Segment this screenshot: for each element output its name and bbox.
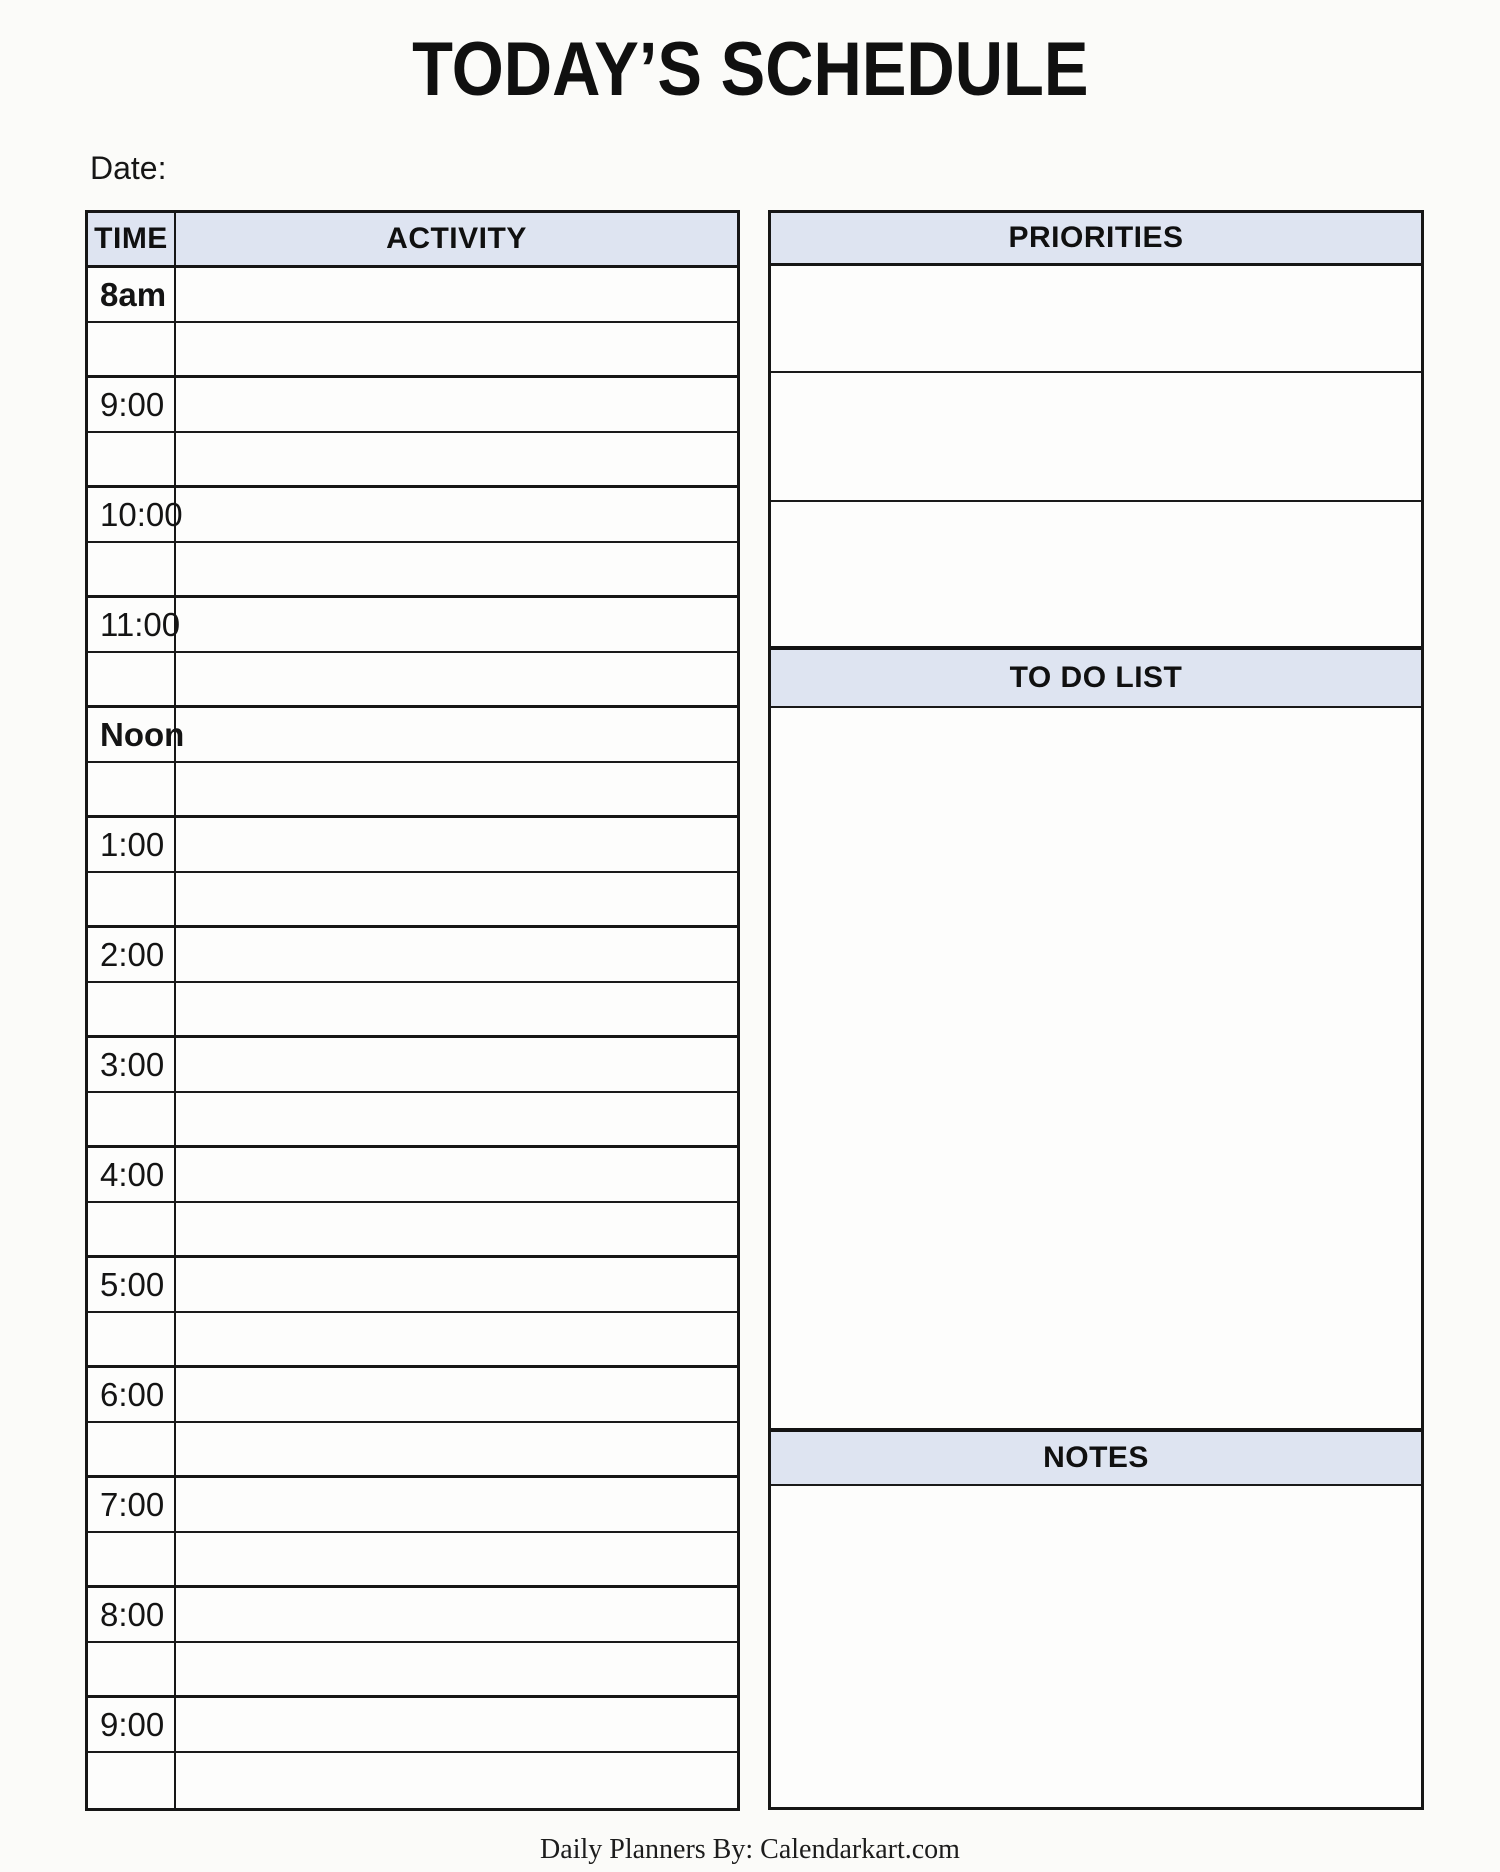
- table-row: [88, 928, 737, 983]
- table-row: [88, 1368, 737, 1423]
- schedule-header-time: TIME: [88, 213, 176, 265]
- table-row: [88, 653, 737, 708]
- activity-cell[interactable]: [176, 378, 737, 431]
- activity-cell[interactable]: [176, 1203, 737, 1255]
- activity-cell[interactable]: [176, 1093, 737, 1145]
- time-cell: 11:00: [88, 598, 176, 651]
- time-cell: 9:00: [88, 378, 176, 431]
- table-row: [88, 1698, 737, 1753]
- time-cell: 5:00: [88, 1258, 176, 1311]
- activity-cell[interactable]: [176, 708, 737, 761]
- table-row: [88, 983, 737, 1038]
- time-cell: 6:00: [88, 1368, 176, 1421]
- activity-cell[interactable]: [176, 1753, 737, 1808]
- table-row: [88, 1148, 737, 1203]
- activity-cell[interactable]: [176, 268, 737, 321]
- time-cell: [88, 433, 176, 485]
- time-cell: [88, 983, 176, 1035]
- date-row: [90, 148, 586, 188]
- time-cell: 4:00: [88, 1148, 176, 1201]
- activity-cell[interactable]: [176, 1478, 737, 1531]
- time-cell: [88, 1753, 176, 1808]
- time-cell: [88, 1203, 176, 1255]
- notes-area[interactable]: [771, 1486, 1421, 1807]
- table-row: [88, 543, 737, 598]
- activity-cell[interactable]: [176, 488, 737, 541]
- table-row: [88, 488, 737, 543]
- page-title-text: TODAY’S SCHEDULE: [411, 27, 1089, 112]
- footer-credit: Daily Planners By: Calendarkart.com: [540, 1834, 960, 1865]
- activity-cell[interactable]: [176, 763, 737, 815]
- priorities-header: PRIORITIES: [771, 213, 1421, 266]
- table-row: [88, 1643, 737, 1698]
- table-row: [88, 598, 737, 653]
- activity-cell[interactable]: [176, 653, 737, 705]
- table-row: [88, 1093, 737, 1148]
- table-row: [88, 323, 737, 378]
- table-row: [88, 708, 737, 763]
- time-cell: [88, 543, 176, 595]
- table-row: [88, 1753, 737, 1808]
- time-cell: [88, 763, 176, 815]
- activity-cell[interactable]: [176, 1313, 737, 1365]
- time-cell: 8:00: [88, 1588, 176, 1641]
- activity-cell[interactable]: [176, 818, 737, 871]
- time-cell: [88, 1533, 176, 1585]
- activity-cell[interactable]: [176, 1698, 737, 1751]
- activity-cell[interactable]: [176, 983, 737, 1035]
- time-cell: [88, 1423, 176, 1475]
- time-cell: [88, 873, 176, 925]
- date-field[interactable]: [166, 148, 586, 188]
- time-cell: 3:00: [88, 1038, 176, 1091]
- activity-cell[interactable]: [176, 1423, 737, 1475]
- activity-cell[interactable]: [176, 873, 737, 925]
- schedule-table: [85, 210, 740, 1811]
- priority-row[interactable]: [771, 266, 1421, 373]
- time-cell: 7:00: [88, 1478, 176, 1531]
- schedule-header-row: [88, 213, 737, 268]
- table-row: [88, 1533, 737, 1588]
- schedule-header-activity: ACTIVITY: [386, 222, 527, 255]
- time-cell: Noon: [88, 708, 176, 761]
- activity-cell[interactable]: [176, 1533, 737, 1585]
- table-row: [88, 378, 737, 433]
- right-panel: [768, 210, 1424, 1810]
- table-row: [88, 1588, 737, 1643]
- time-cell: 1:00: [88, 818, 176, 871]
- date-label: Date:: [90, 149, 167, 186]
- activity-cell[interactable]: [176, 433, 737, 485]
- activity-cell[interactable]: [176, 323, 737, 375]
- table-row: [88, 1313, 737, 1368]
- table-row: [88, 1203, 737, 1258]
- todo-header: TO DO LIST: [771, 650, 1421, 708]
- time-cell: [88, 1093, 176, 1145]
- activity-cell[interactable]: [176, 1148, 737, 1201]
- time-cell: 9:00: [88, 1698, 176, 1751]
- table-row: [88, 1423, 737, 1478]
- table-row: [88, 1478, 737, 1533]
- table-row: [88, 763, 737, 818]
- activity-cell[interactable]: [176, 1258, 737, 1311]
- table-row: [88, 268, 737, 323]
- activity-cell[interactable]: [176, 1643, 737, 1695]
- time-cell: [88, 1313, 176, 1365]
- activity-cell[interactable]: [176, 543, 737, 595]
- time-cell: 10:00: [88, 488, 176, 541]
- activity-cell[interactable]: [176, 1368, 737, 1421]
- time-cell: [88, 653, 176, 705]
- table-row: [88, 433, 737, 488]
- time-cell: 8am: [88, 268, 176, 321]
- time-cell: [88, 323, 176, 375]
- table-row: [88, 818, 737, 873]
- table-row: [88, 873, 737, 928]
- activity-cell[interactable]: [176, 928, 737, 981]
- activity-cell[interactable]: [176, 1038, 737, 1091]
- activity-cell[interactable]: [176, 598, 737, 651]
- page-title: [0, 26, 1500, 113]
- activity-cell[interactable]: [176, 1588, 737, 1641]
- priority-row[interactable]: [771, 502, 1421, 650]
- time-cell: [88, 1643, 176, 1695]
- todo-area[interactable]: [771, 708, 1421, 1432]
- time-cell: 2:00: [88, 928, 176, 981]
- priority-row[interactable]: [771, 373, 1421, 502]
- table-row: [88, 1258, 737, 1313]
- table-row: [88, 1038, 737, 1093]
- notes-header: NOTES: [771, 1432, 1421, 1486]
